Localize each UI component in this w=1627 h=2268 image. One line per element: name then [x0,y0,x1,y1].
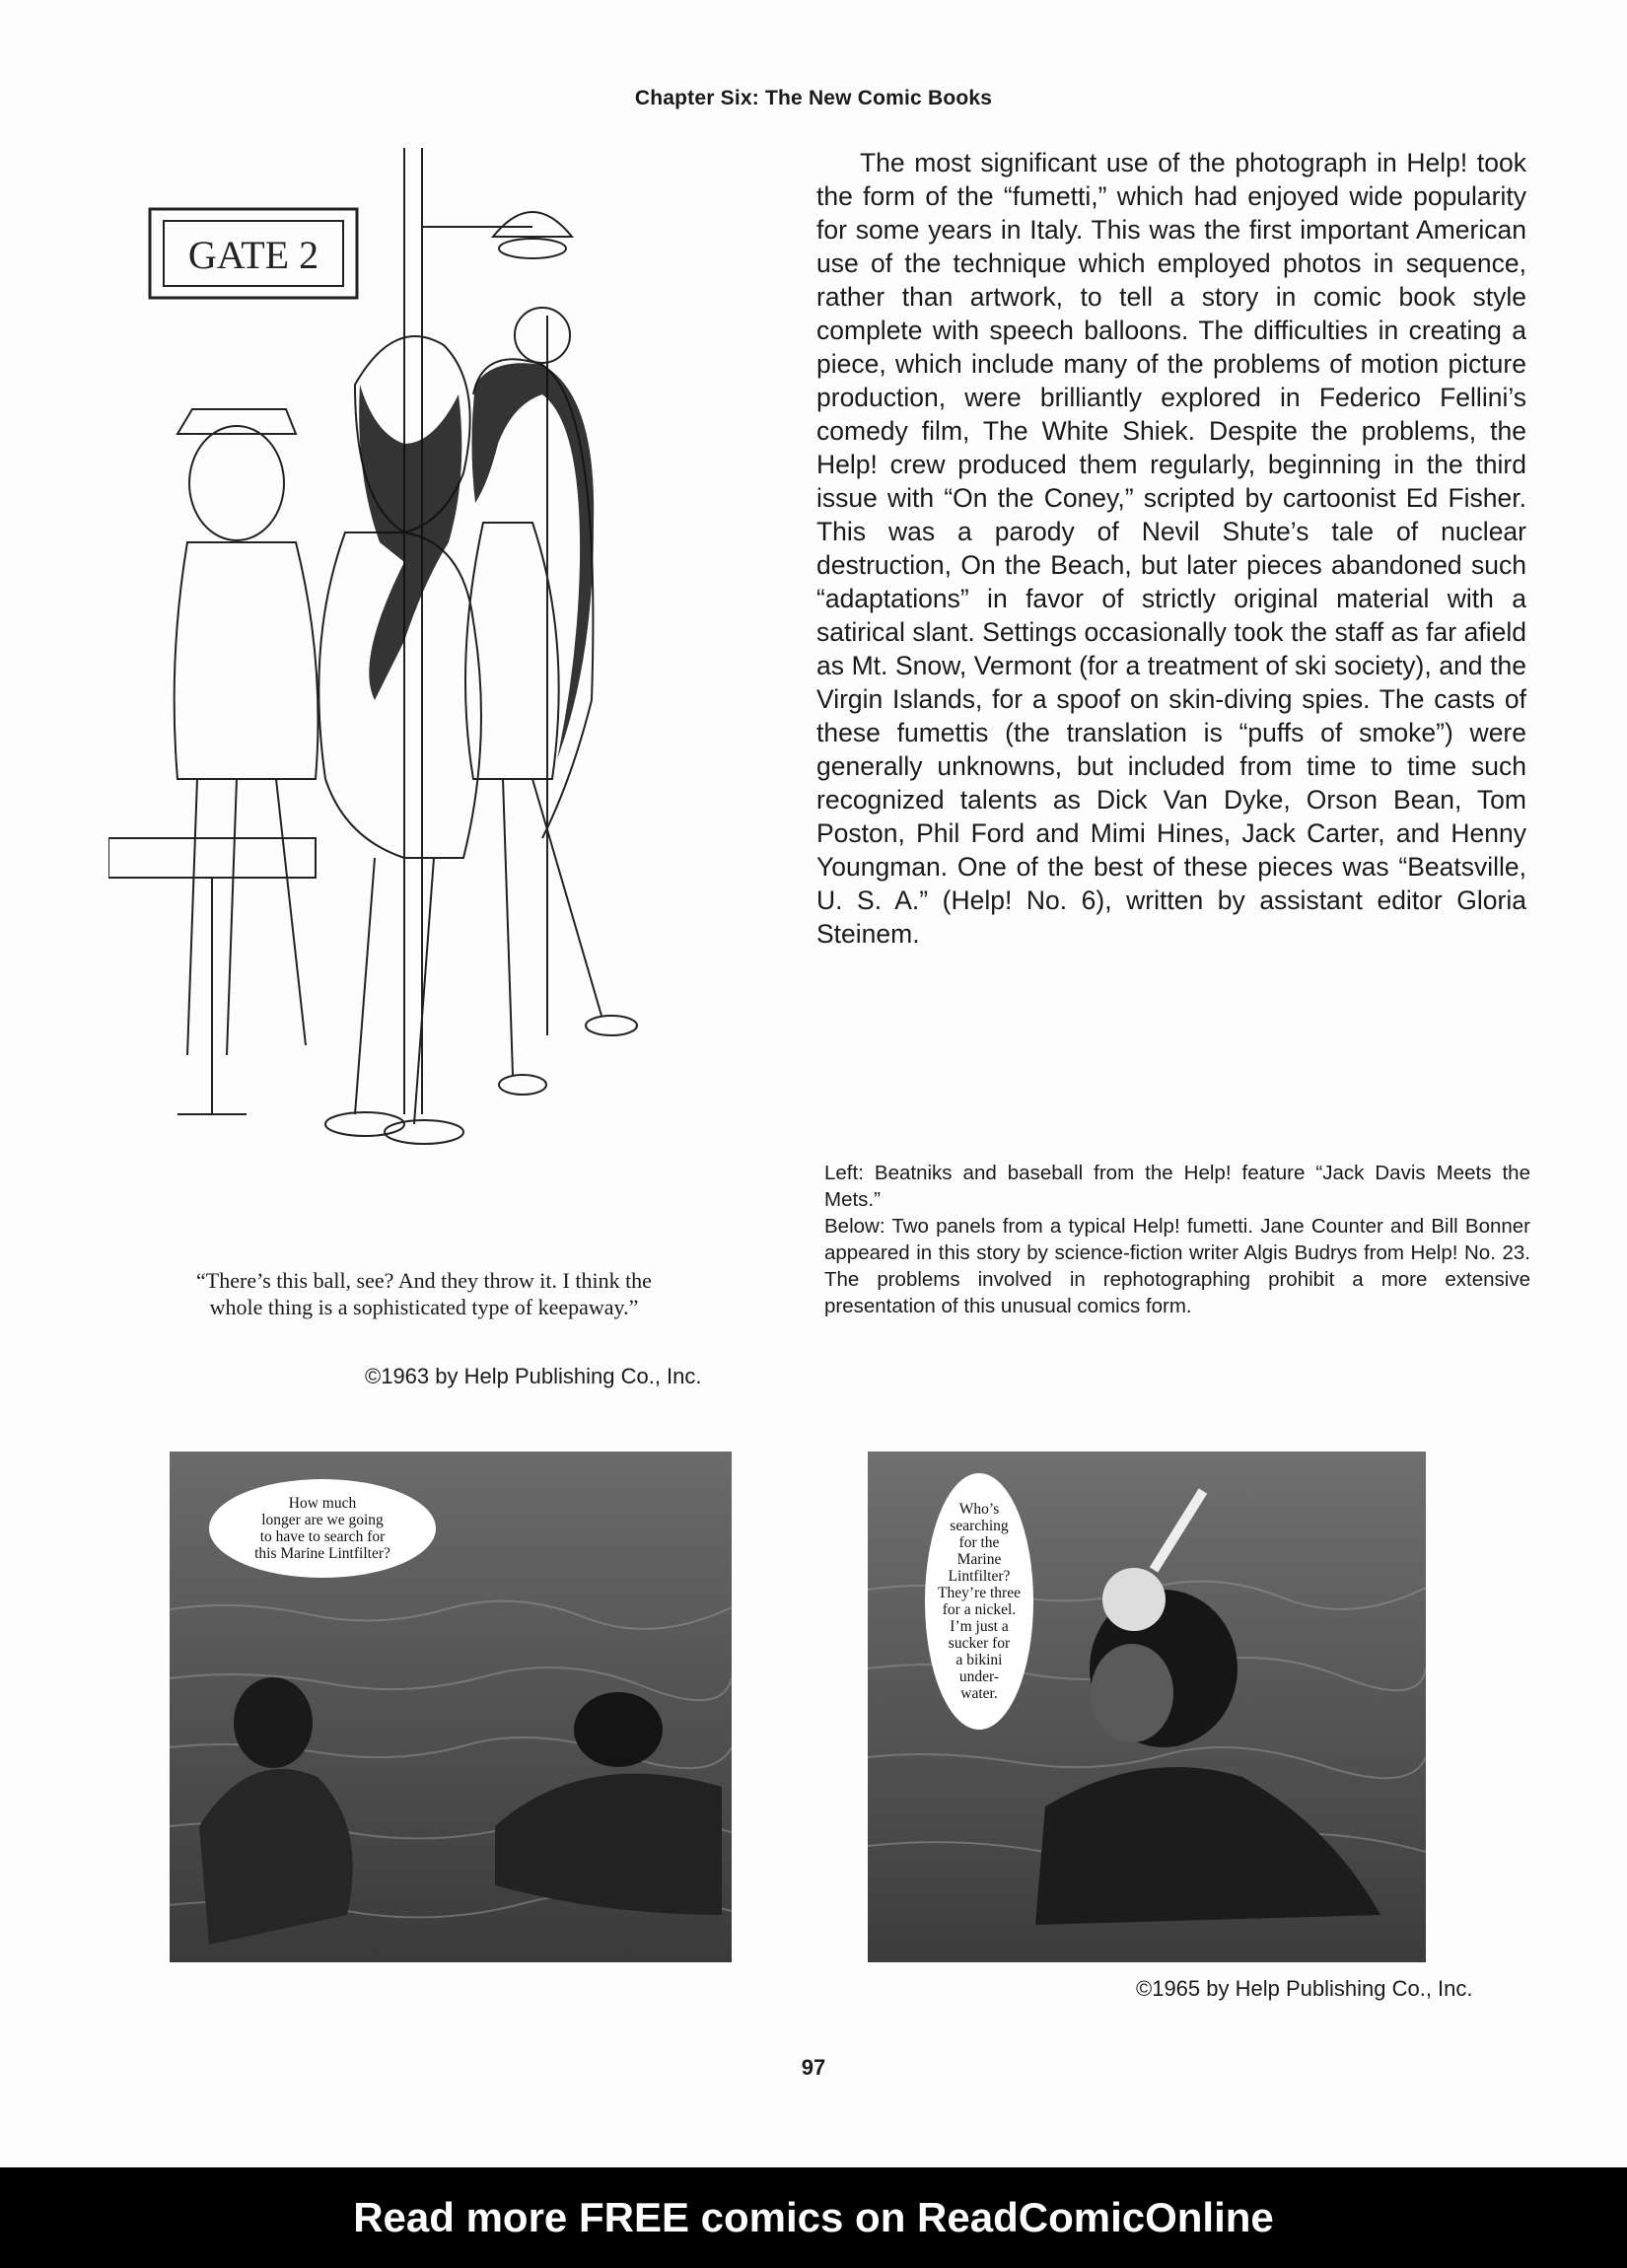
photo-caption-block [824,1160,1530,1319]
cartoon-quote: “There’s this ball, see? And they throw it. I think the whole thing is a sophisticated type of keepaway.” [196,1268,652,1319]
fumetti-photo-panel-1 [170,1452,732,1962]
promo-banner[interactable]: Read more FREE comics on ReadComicOnline [0,2167,1627,2268]
speech-balloon-1 [209,1479,436,1578]
caption-left-note: Left: Beatniks and baseball from the Help! feature “Jack Davis Meets the Mets.” [824,1162,1530,1211]
speech-balloon-1-text: How much longer are we going to have to search for this Marine Lintfilter? [254,1495,390,1562]
body-paragraph: The most significant use of the photograph in Help! took the form of the “fumetti,” which had enjoyed wide popularity for some years in Italy. This was the first important American use of the technique which employed photos in sequence, rather than artwork, to tell a story in comic book style complete with speech balloons. The difficulties in creating a piece, which include many of the problems of motion picture production, were brilliantly explored in Federico Fellini’s comedy film, The White Shiek. Despite the problems, the Help! crew produced them regularly, beginning in the third issue with “On the Coney,” scripted by cartoonist Ed Fisher. This was a parody of Nevil Shute’s tale of nuclear destruction, On the Beach, but later pieces abandoned such “adaptations” in favor of strictly original material with a satirical slant. Settings occasionally took the staff as far afield as Mt. Snow, Vermont (for a treatment of ski society), and the Virgin Islands, for a spoof on skin-diving spies. The casts of these fumettis (the translation is “puffs of smoke”) were generally unknowns, but included from time to time such recognized talents as Dick Van Dyke, Orson Bean, Tom Poston, Phil Ford and Mimi Hines, Jack Carter, and Henny Youngman. One of the best of these pieces was “Beatsville, U. S. A.” (Help! No. 6), written by assistant editor Gloria Steinem. [816,148,1526,949]
photo-copyright: ©1965 by Help Publishing Co., Inc. [1136,1976,1473,2001]
speech-balloon-2-text: Who’s searching for the Marine Lintfilter? They’re three for a nickel. I’m just a sucker for a bikini under- water. [938,1501,1021,1702]
beatniks-cartoon-illustration [108,148,789,1213]
speech-balloon-2 [925,1473,1033,1730]
page-number: 97 [801,2055,826,2080]
fumetti-photo-panel-2 [868,1452,1426,1962]
caption-below-note: Below: Two panels from a typical Help! fumetti. Jane Counter and Bill Bonner appeared in this story by science-fiction writer Algis Budrys from Help! No. 23. The problems involved in rephotographing prohibit a more extensive presentation of this unusual comics form. [824,1215,1530,1317]
cartoon-copyright: ©1963 by Help Publishing Co., Inc. [365,1364,702,1388]
chapter-header: Chapter Six: The New Comic Books [634,87,993,109]
gate-sign-text: GATE 2 [187,233,319,277]
